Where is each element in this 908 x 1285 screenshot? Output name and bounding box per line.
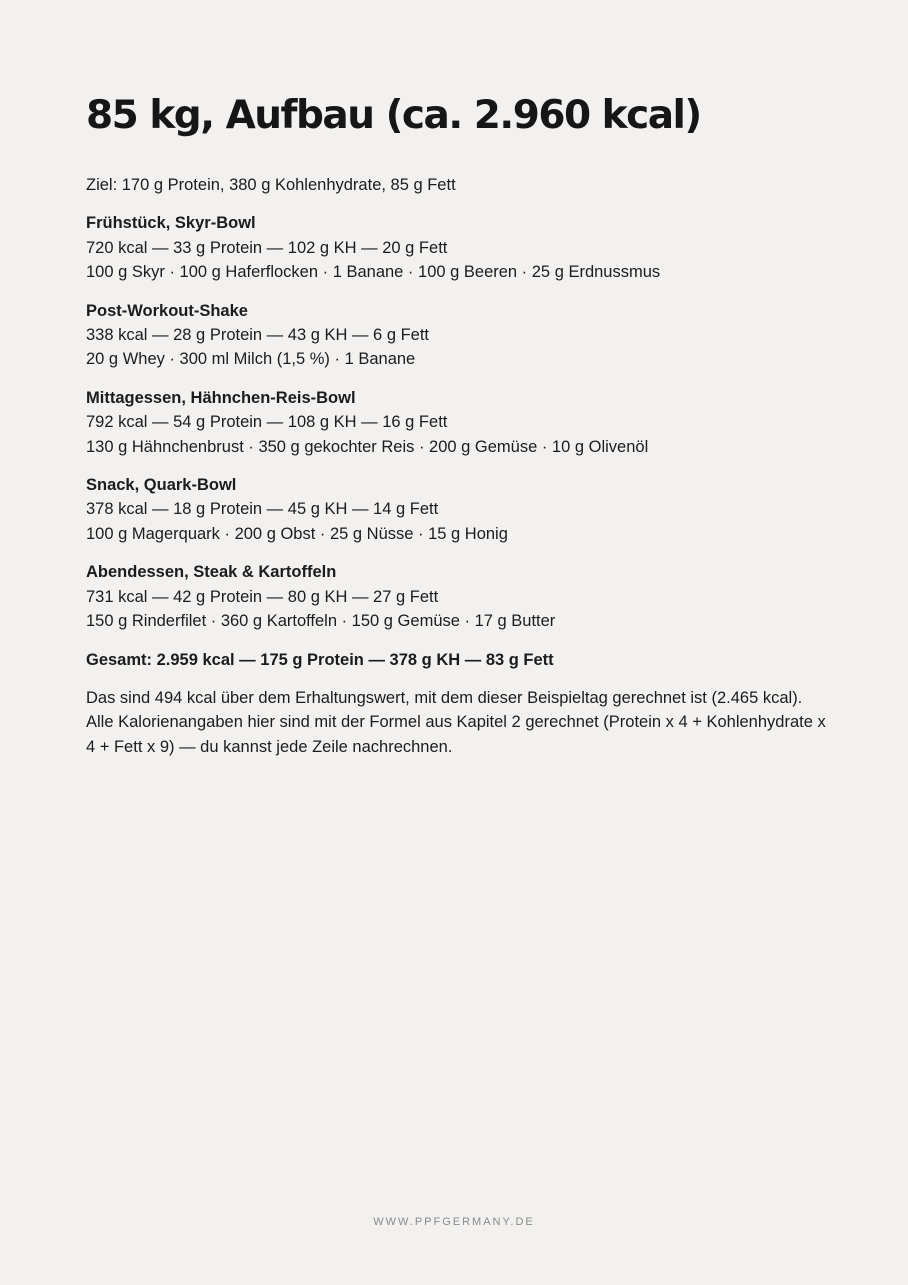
meal-macros: 720 kcal — 33 g Protein — 102 g KH — 20 g Fett xyxy=(86,238,448,257)
explanation-note: Das sind 494 kcal über dem Erhaltungswert, mit dem dieser Beispieltag gerechnet ist (2.465 kcal). Alle Kalorienangaben hier sind mit der Formel aus Kapitel 2 gerechnet (Protein x 4 + Kohlenhydrate x 4 + Fett x 9) — du kannst jede Zeile nachrechnen. xyxy=(86,688,826,756)
meal-lunch xyxy=(86,386,826,459)
meal-ingredients: 20 g Whey · 300 ml Milch (1,5 %) · 1 Banane xyxy=(86,350,416,369)
meal-macros: 338 kcal — 28 g Protein — 43 g KH — 6 g Fett xyxy=(86,326,430,345)
meal-title: Abendessen, Steak & Kartoffeln xyxy=(86,563,337,582)
meal-title: Mittagessen, Hähnchen-Reis-Bowl xyxy=(86,388,356,407)
meal-title: Snack, Quark-Bowl xyxy=(86,476,237,495)
goal-text: Ziel: 170 g Protein, 380 g Kohlenhydrate, 85 g Fett xyxy=(86,176,456,194)
meal-title: Frühstück, Skyr-Bowl xyxy=(86,214,256,233)
meal-macros: 378 kcal — 18 g Protein — 45 g KH — 14 g Fett xyxy=(86,500,439,519)
meal-title: Post-Workout-Shake xyxy=(86,301,248,320)
meal-plan xyxy=(86,173,826,759)
meal-dinner xyxy=(86,560,826,633)
meal-ingredients: 100 g Skyr · 100 g Haferflocken · 1 Banane · 100 g Beeren · 25 g Erdnussmus xyxy=(86,263,661,282)
total-summary: Gesamt: 2.959 kcal — 175 g Protein — 378 g KH — 83 g Fett xyxy=(86,650,554,669)
meal-ingredients: 130 g Hähnchenbrust · 350 g gekochter Reis · 200 g Gemüse · 10 g Olivenöl xyxy=(86,437,649,456)
meal-macros: 792 kcal — 54 g Protein — 108 g KH — 16 g Fett xyxy=(86,413,448,432)
meal-macros: 731 kcal — 42 g Protein — 80 g KH — 27 g Fett xyxy=(86,587,439,606)
meal-snack xyxy=(86,473,826,546)
meal-breakfast xyxy=(86,211,826,284)
page-title: 85 kg, Aufbau (ca. 2.960 kcal) xyxy=(86,93,701,138)
meal-ingredients: 150 g Rinderfilet · 360 g Kartoffeln · 150 g Gemüse · 17 g Butter xyxy=(86,612,556,631)
footer-website: WWW.PPFGERMANY.DE xyxy=(373,1216,535,1228)
meal-ingredients: 100 g Magerquark · 200 g Obst · 25 g Nüsse · 15 g Honig xyxy=(86,524,508,543)
meal-post-workout xyxy=(86,299,826,372)
